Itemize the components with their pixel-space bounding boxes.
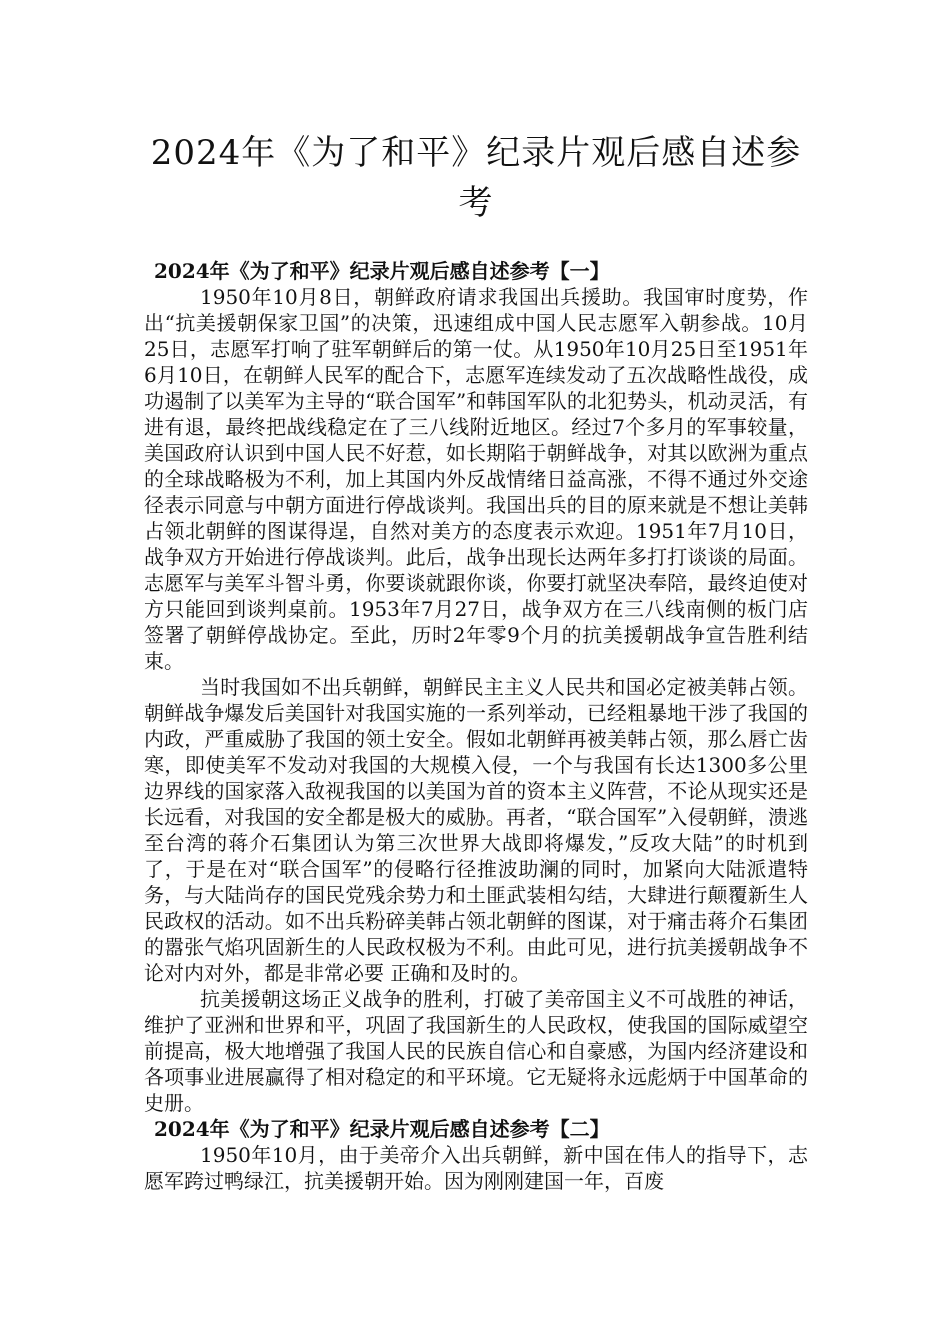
- section-2: [144, 1116, 808, 1194]
- paragraph: 1950年10月，由于美帝介入出兵朝鲜，新中国在伟人的指导下，志愿军跨过鸭绿江，抗美援朝开始。因为刚刚建国一年，百废: [144, 1143, 808, 1193]
- document-body: [144, 258, 808, 1194]
- section-heading: 2024年《为了和平》纪录片观后感自述参考【二】: [154, 1117, 610, 1141]
- section-1: [144, 258, 808, 1116]
- document-page: [144, 128, 808, 1194]
- document-title: 2024年《为了和平》纪录片观后感自述参考: [150, 133, 802, 223]
- paragraph: 1950年10月8日，朝鲜政府请求我国出兵援助。我国审时度势，作出“抗美援朝保家卫国”的决策，迅速组成中国人民志愿军入朝参战。10月25日，志愿军打响了驻军朝鲜后的第一仗。从1950年10月25日至1951年6月10日，在朝鲜人民军的配合下，志愿军连续发动了五次战略性战役，成功遏制了以美军为主导的“联合国军”和韩国军队的北犯势头，机动灵活，有进有退，最终把战线稳定在了三八线附近地区。经过7个多月的军事较量，美国政府认识到中国人民不好惹，如长期陷于朝鲜战争，对其以欧洲为重点的全球战略极为不利，加上其国内外反战情绪日益高涨，不得不通过外交途径表示同意与中朝方面进行停战谈判。我国出兵的目的原来就是不想让美韩占领北朝鲜的图谋得逞，自然对美方的态度表示欢迎。1951年7月10日，战争双方开始进行停战谈判。此后，战争出现长达两年多打打谈谈的局面。志愿军与美军斗智斗勇，你要谈就跟你谈，你要打就坚决奉陪，最终迫使对方只能回到谈判桌前。1953年7月27日，战争双方在三八线南侧的板门店签署了朝鲜停战协定。至此，历时2年零9个月的抗美援朝战争宣告胜利结束。: [144, 285, 808, 673]
- paragraph: 抗美援朝这场正义战争的胜利，打破了美帝国主义不可战胜的神话，维护了亚洲和世界和平，巩固了我国新生的人民政权，使我国的国际威望空前提高，极大地增强了我国人民的民族自信心和自豪感，为国内经济建设和各项事业进展赢得了相对稳定的和平环境。它无疑将永远彪炳于中国革命的史册。: [144, 987, 808, 1115]
- paragraph: 当时我国如不出兵朝鲜，朝鲜民主主义人民共和国必定被美韩占领。朝鲜战争爆发后美国针对我国实施的一系列举动，已经粗暴地干涉了我国的内政，严重威胁了我国的领土安全。假如北朝鲜再被美韩占领，那么唇亡齿寒，即使美军不发动对我国的大规模入侵，一个与我国有长达1300多公里边界线的国家落入敌视我国的以美国为首的资本主义阵营，不论从现实还是长远看，对我国的安全都是极大的威胁。再者，“联合国军”入侵朝鲜，溃逃至台湾的蒋介石集团认为第三次世界大战即将爆发，”反攻大陆”的时机到了，于是在对“联合国军”的侵略行径推波助澜的同时，加紧向大陆派遣特务，与大陆尚存的国民党残余势力和土匪武装相勾结，大肆进行颠覆新生人民政权的活动。如不出兵粉碎美韩占领北朝鲜的图谋，对于痛击蒋介石集团的嚣张气焰巩固新生的人民政权极为不利。由此可见，进行抗美援朝战争不论对内对外，都是非常必要 正确和及时的。: [144, 675, 808, 985]
- section-heading: 2024年《为了和平》纪录片观后感自述参考【一】: [154, 259, 610, 283]
